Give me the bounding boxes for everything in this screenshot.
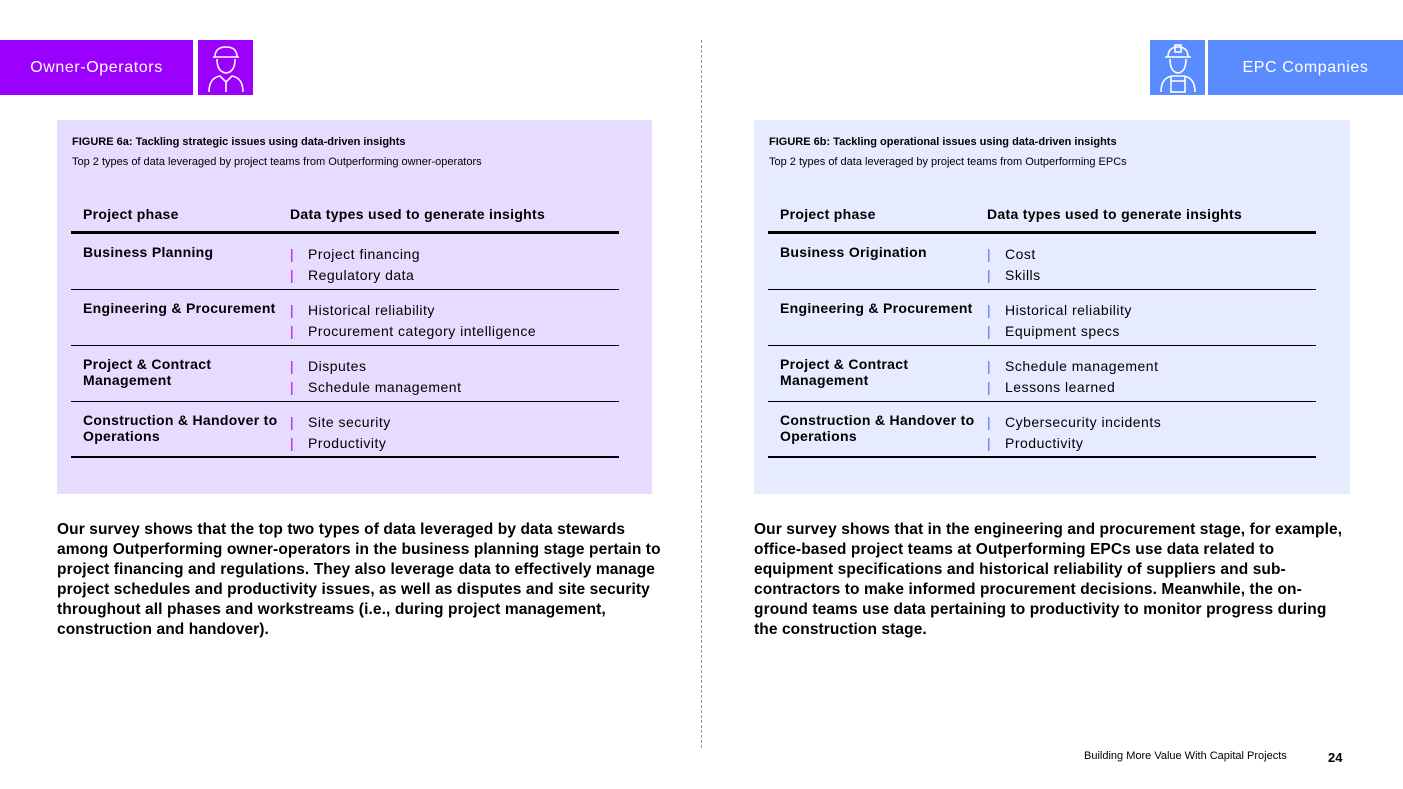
row-phase: Business Planning bbox=[83, 244, 214, 260]
bullet-bar: | bbox=[987, 414, 992, 430]
person-icon bbox=[198, 40, 253, 95]
page-number: 24 bbox=[1328, 750, 1343, 765]
row-items bbox=[290, 300, 536, 345]
row-item: Equipment specs bbox=[1005, 323, 1120, 339]
table-row bbox=[768, 290, 1316, 346]
row-phase: Engineering & Procurement bbox=[780, 300, 973, 316]
figure-6a-table bbox=[71, 206, 619, 458]
row-items bbox=[987, 300, 1132, 345]
bullet-bar: | bbox=[290, 414, 295, 430]
table-row bbox=[768, 234, 1316, 290]
row-items bbox=[290, 356, 462, 401]
row-item: Schedule management bbox=[1005, 358, 1159, 374]
header-data-types: Data types used to generate insights bbox=[290, 206, 546, 222]
row-item: Productivity bbox=[308, 435, 387, 451]
row-item: Procurement category intelligence bbox=[308, 323, 537, 339]
header-project-phase: Project phase bbox=[780, 206, 876, 222]
bullet-bar: | bbox=[987, 246, 992, 262]
header-data-types: Data types used to generate insights bbox=[987, 206, 1243, 222]
row-phase: Project & Contract Management bbox=[83, 356, 212, 388]
bullet-bar: | bbox=[290, 267, 295, 283]
owner-operators-tag-label: Owner-Operators bbox=[30, 58, 163, 76]
bullet-bar: | bbox=[987, 358, 992, 374]
bullet-bar: | bbox=[290, 246, 295, 262]
row-item: Historical reliability bbox=[1005, 302, 1132, 318]
bullet-bar: | bbox=[290, 302, 295, 318]
figure-6a-title: FIGURE 6a: Tackling strategic issues using data-driven insights bbox=[72, 136, 406, 148]
table-row bbox=[71, 402, 619, 458]
owner-operators-tag bbox=[0, 40, 193, 95]
bullet-bar: | bbox=[987, 323, 992, 339]
row-item: Historical reliability bbox=[308, 302, 435, 318]
header-project-phase: Project phase bbox=[83, 206, 179, 222]
epc-summary: Our survey shows that in the engineering and procurement stage, for example, office-based project teams at Outperforming EPCs use data related to equipment specifications and historical reliability of suppliers and sub-contractors to make informed procurement decisions. Meanwhile, the on-ground teams use data pertaining to productivity to monitor progress during the construction stage. bbox=[754, 521, 1343, 638]
row-item: Project financing bbox=[308, 246, 421, 262]
epc-companies-tag bbox=[1208, 40, 1403, 95]
epc-companies-tag-label: EPC Companies bbox=[1242, 58, 1369, 76]
figure-6a-subtitle: Top 2 types of data leveraged by project teams from Outperforming owner-operators bbox=[72, 156, 482, 168]
table-row bbox=[71, 290, 619, 346]
row-item: Productivity bbox=[1005, 435, 1084, 451]
bullet-bar: | bbox=[290, 435, 295, 451]
figure-6b-subtitle: Top 2 types of data leveraged by project teams from Outperforming EPCs bbox=[769, 156, 1127, 168]
row-item: Site security bbox=[308, 414, 391, 430]
row-item: Lessons learned bbox=[1005, 379, 1116, 395]
row-item: Schedule management bbox=[308, 379, 462, 395]
row-item: Cybersecurity incidents bbox=[1005, 414, 1162, 430]
row-item: Cost bbox=[1005, 246, 1036, 262]
bullet-bar: | bbox=[290, 379, 295, 395]
table-row bbox=[768, 346, 1316, 402]
row-items bbox=[987, 356, 1159, 401]
figure-6b-table bbox=[768, 206, 1316, 458]
row-phase: Construction & Handover to Operations bbox=[83, 412, 278, 444]
row-items bbox=[987, 412, 1161, 456]
bullet-bar: | bbox=[290, 358, 295, 374]
bullet-bar: | bbox=[987, 379, 992, 395]
table-header bbox=[768, 206, 1316, 234]
bullet-bar: | bbox=[987, 267, 992, 283]
figure-6b-title: FIGURE 6b: Tackling operational issues using data-driven insights bbox=[769, 136, 1117, 148]
table-row bbox=[71, 234, 619, 290]
row-phase: Engineering & Procurement bbox=[83, 300, 276, 316]
table-row bbox=[71, 346, 619, 402]
row-item: Disputes bbox=[308, 358, 367, 374]
figure-6b-panel bbox=[754, 120, 1350, 494]
row-phase: Business Origination bbox=[780, 244, 927, 260]
row-items bbox=[290, 244, 420, 289]
owner-operators-summary: Our survey shows that the top two types of data leveraged by data stewards among Outperforming owner-operators in the business planning stage pertain to project financing and regulations. They also leverage data to effectively manage project schedules and productivity issues, as well as disputes and site security throughout all phases and workstreams (i.e., during project management, construction and handover). bbox=[57, 521, 661, 638]
row-phase: Construction & Handover to Operations bbox=[780, 412, 975, 444]
figure-6a-panel bbox=[57, 120, 652, 494]
bullet-bar: | bbox=[290, 323, 295, 339]
row-items bbox=[290, 412, 391, 456]
bullet-bar: | bbox=[987, 435, 992, 451]
center-divider bbox=[701, 40, 702, 748]
row-items bbox=[987, 244, 1041, 289]
table-row bbox=[768, 402, 1316, 458]
row-item: Regulatory data bbox=[308, 267, 415, 283]
row-phase: Project & Contract Management bbox=[780, 356, 909, 388]
table-header bbox=[71, 206, 619, 234]
footer-document-title: Building More Value With Capital Projects bbox=[1084, 750, 1287, 762]
bullet-bar: | bbox=[987, 302, 992, 318]
row-item: Skills bbox=[1005, 267, 1041, 283]
hard-hat-worker-icon bbox=[1150, 40, 1205, 95]
